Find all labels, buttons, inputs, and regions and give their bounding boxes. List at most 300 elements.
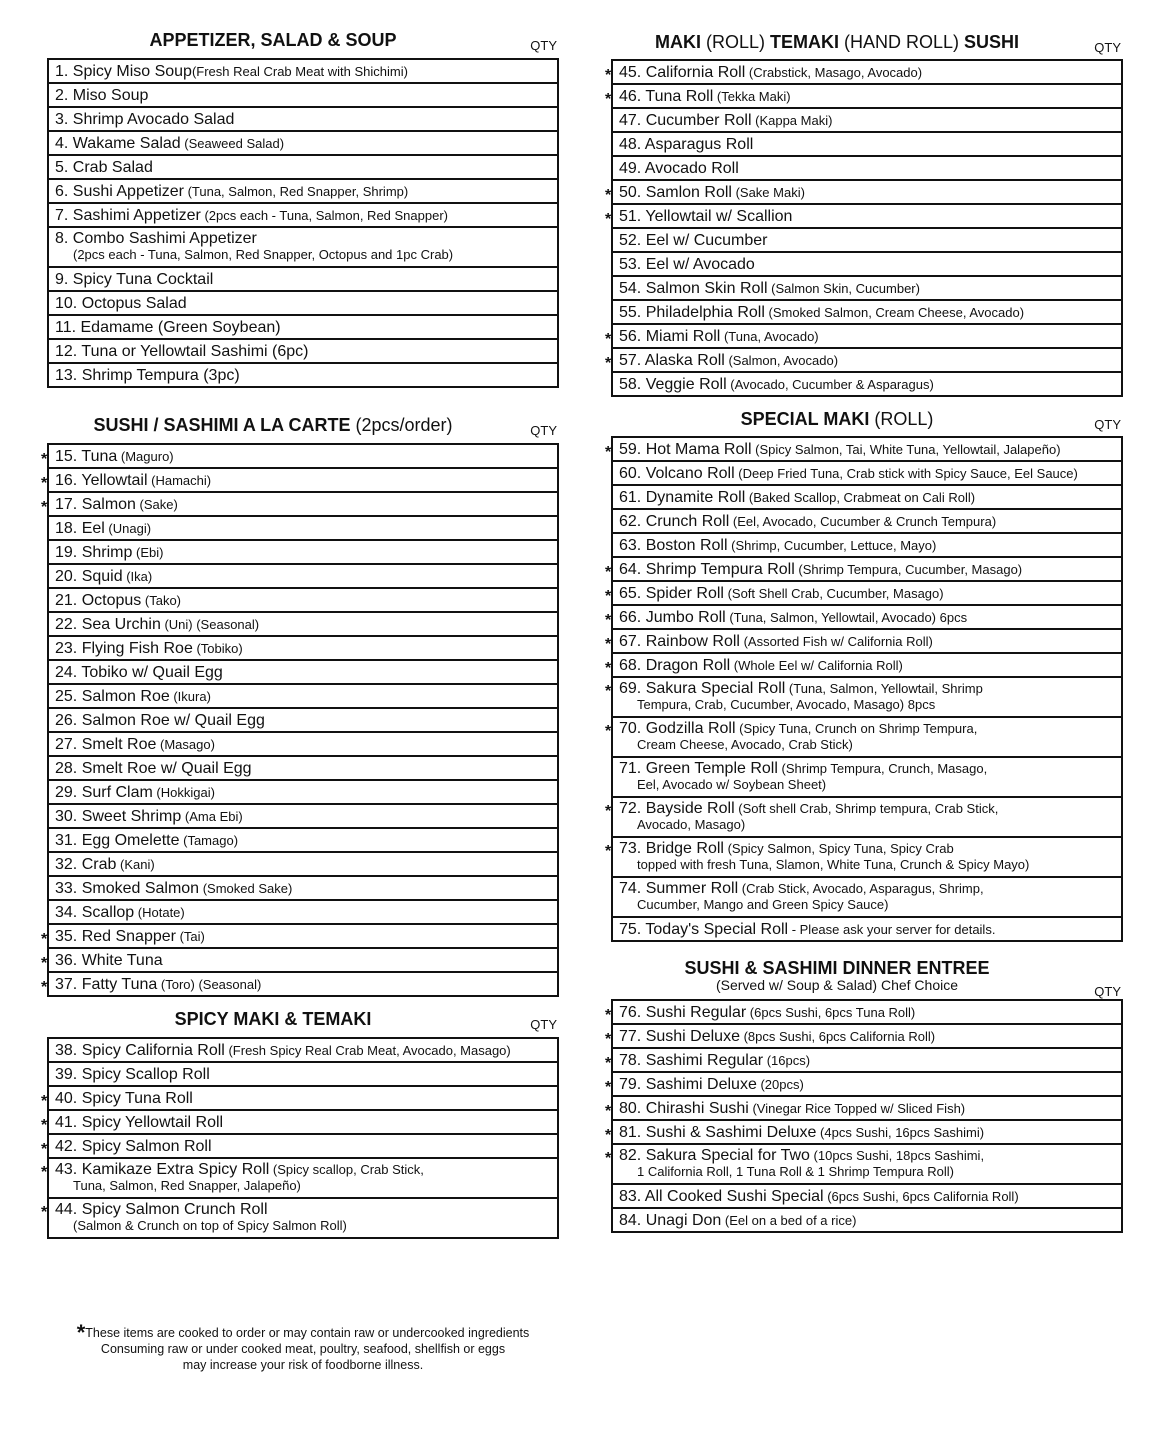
menu-item-name: 44. Spicy Salmon Crunch Roll <box>55 1201 268 1218</box>
menu-item-description: (Shrimp, Cucumber, Lettuce, Mayo) <box>727 537 937 553</box>
menu-item-description: (Tobiko) <box>192 640 243 656</box>
menu-item-description-continued: Eel, Avocado w/ Soybean Sheet) <box>637 777 827 792</box>
menu-item-row <box>612 84 1122 108</box>
qty-label: QTY <box>1094 417 1121 432</box>
menu-item-row <box>48 804 558 828</box>
menu-item-row <box>48 852 558 876</box>
right-column <box>564 32 1124 1233</box>
menu-item-cell <box>41 1198 558 1238</box>
menu-item-cell <box>605 837 1122 877</box>
section-title-main: SUSHI / SASHIMI A LA CARTE <box>93 415 351 435</box>
menu-item-row <box>612 228 1122 252</box>
menu-item-row <box>612 1024 1122 1048</box>
menu-item-row <box>48 756 558 780</box>
raw-warning-asterisk: * <box>41 930 48 948</box>
menu-item-row <box>612 60 1122 84</box>
menu-item-description-continued: Cream Cheese, Avocado, Crab Stick) <box>637 737 853 752</box>
menu-item-name: 61. Dynamite Roll <box>619 488 746 506</box>
menu-item-row <box>612 533 1122 557</box>
menu-item-row <box>48 1062 558 1086</box>
menu-item-row <box>48 468 558 492</box>
section-title <box>591 409 1083 430</box>
menu-item-row <box>612 797 1122 837</box>
menu-item-name: 2. Miso Soup <box>55 86 149 104</box>
menu-item-name: 69. Sakura Special Roll <box>619 680 786 697</box>
menu-item-cell <box>48 636 558 660</box>
left-column <box>0 30 560 1239</box>
maki-table <box>605 59 1123 397</box>
menu-item-cell <box>612 757 1122 797</box>
menu-item-name: 83. All Cooked Sushi Special <box>619 1187 824 1205</box>
raw-warning-asterisk: * <box>605 587 612 605</box>
menu-item-row <box>48 828 558 852</box>
menu-item-name: 40. Spicy Tuna Roll <box>55 1089 193 1107</box>
menu-item-cell <box>48 780 558 804</box>
menu-item-name: 20. Squid <box>55 567 123 585</box>
menu-item-name: 68. Dragon Roll <box>619 656 731 674</box>
menu-item-name: 15. Tuna <box>55 447 118 465</box>
menu-item-name: 4. Wakame Salad <box>55 134 181 152</box>
raw-warning-asterisk: * <box>41 1204 48 1221</box>
menu-item-description: (Smoked Salmon, Cream Cheese, Avocado) <box>764 304 1025 320</box>
raw-warning-asterisk: * <box>41 1092 48 1110</box>
menu-item-description: (Ika) <box>122 568 153 584</box>
menu-item-name: 38. Spicy California Roll <box>55 1041 225 1059</box>
menu-item-row <box>48 107 558 131</box>
menu-item-name: 16. Yellowtail <box>55 471 148 489</box>
menu-item-description: (Uni) (Seasonal) <box>160 616 260 632</box>
menu-item-cell <box>605 557 1122 581</box>
menu-item-row <box>612 300 1122 324</box>
menu-item-description: (Spicy Salmon, Tai, White Tuna, Yellowtail, Jalapeño) <box>751 441 1061 457</box>
menu-item-row <box>48 83 558 107</box>
menu-item-name: 21. Octopus <box>55 591 142 609</box>
menu-item-description: (Tuna, Salmon, Red Snapper, Shrimp) <box>183 183 409 199</box>
menu-item-name: 9. Spicy Tuna Cocktail <box>55 270 214 288</box>
menu-item-row <box>612 1208 1122 1232</box>
menu-item-row <box>612 204 1122 228</box>
menu-item-row <box>612 877 1122 917</box>
menu-item-row <box>612 132 1122 156</box>
menu-item-cell <box>41 444 558 468</box>
menu-item-cell <box>41 1086 558 1110</box>
menu-item-row <box>612 677 1122 717</box>
menu-item-cell <box>605 717 1122 757</box>
menu-item-description: (20pcs) <box>756 1076 804 1092</box>
menu-item-description: (6pcs Sushi, 6pcs California Roll) <box>823 1188 1019 1204</box>
menu-item-cell <box>605 180 1122 204</box>
menu-item-row <box>612 485 1122 509</box>
menu-item-name: 48. Asparagus Roll <box>619 135 754 153</box>
section-title-main: SPECIAL MAKI <box>740 409 870 429</box>
menu-item-description: (Tamago) <box>179 832 239 848</box>
menu-item-name: 63. Boston Roll <box>619 536 728 554</box>
raw-warning-asterisk: * <box>605 1126 612 1144</box>
raw-warning-asterisk: * <box>605 66 612 84</box>
menu-item-row <box>612 461 1122 485</box>
menu-item-name: 70. Godzilla Roll <box>619 720 736 737</box>
menu-item-description: (Kappa Maki) <box>751 112 833 128</box>
menu-item-description: (Crabstick, Masago, Avocado) <box>745 64 923 80</box>
menu-item-row <box>48 588 558 612</box>
menu-item-row <box>612 108 1122 132</box>
raw-warning-asterisk: * <box>605 843 612 860</box>
menu-item-cell <box>48 852 558 876</box>
menu-item-name: 49. Avocado Roll <box>619 159 739 177</box>
menu-item-description: (Whole Eel w/ California Roll) <box>730 657 903 673</box>
menu-item-cell <box>41 1110 558 1134</box>
menu-item-name: 22. Sea Urchin <box>55 615 161 633</box>
menu-item-cell <box>605 1096 1122 1120</box>
raw-warning-asterisk: * <box>41 978 48 996</box>
menu-item-cell <box>48 732 558 756</box>
section-title: APPETIZER, SALAD & SOUP <box>149 30 397 50</box>
raw-warning-asterisk: * <box>605 635 612 653</box>
menu-item-cell <box>48 203 558 227</box>
menu-item-name: 54. Salmon Skin Roll <box>619 279 768 297</box>
menu-item-cell <box>612 533 1122 557</box>
menu-item-cell <box>41 924 558 948</box>
menu-item-name: 29. Surf Clam <box>55 783 153 801</box>
menu-item-name: 52. Eel w/ Cucumber <box>619 231 768 249</box>
menu-item-name: 67. Rainbow Roll <box>619 632 740 650</box>
menu-item-description: (Tuna, Salmon, Yellowtail, Avocado) 6pcs <box>725 609 968 625</box>
footnote-asterisk: * <box>76 1320 86 1345</box>
menu-item-cell <box>612 877 1122 917</box>
menu-item-row <box>612 717 1122 757</box>
qty-label: QTY <box>530 38 557 53</box>
menu-item-row <box>48 972 558 996</box>
menu-item-cell <box>48 131 558 155</box>
menu-item-cell <box>48 339 558 363</box>
menu-item-row <box>48 876 558 900</box>
footnote-line-1: These items are cooked to order or may contain raw or undercooked ingredients <box>85 1326 530 1340</box>
menu-item-cell <box>48 315 558 339</box>
menu-item-row <box>612 653 1122 677</box>
raw-warning-asterisk: * <box>605 443 612 461</box>
menu-item-row <box>612 1000 1122 1024</box>
menu-item-description: (Avocado, Cucumber & Asparagus) <box>726 376 934 392</box>
menu-item-description-continued: Tuna, Salmon, Red Snapper, Jalapeño) <box>73 1178 301 1193</box>
menu-item-row <box>48 780 558 804</box>
menu-item-cell <box>41 948 558 972</box>
menu-item-description-continued: topped with fresh Tuna, Slamon, White Tuna, Crunch & Spicy Mayo) <box>637 857 1030 872</box>
menu-item-description-continued: Cucumber, Mango and Green Spicy Sauce) <box>637 897 889 912</box>
menu-item-row <box>612 372 1122 396</box>
spicy-maki-table <box>41 1037 559 1239</box>
section-title-suffix: (2pcs/order) <box>350 415 453 435</box>
menu-item-description: - Please ask your server for details. <box>788 921 996 937</box>
footnote-line-3: may increase your risk of foodborne illness. <box>182 1358 424 1372</box>
menu-item-name: 42. Spicy Salmon Roll <box>55 1137 212 1155</box>
menu-item-description: (Fresh Real Crab Meat with Shichimi) <box>191 63 408 79</box>
raw-warning-asterisk: * <box>605 210 612 228</box>
footnote-line-2: Consuming raw or under cooked meat, poultry, seafood, shellfish or eggs <box>100 1342 506 1356</box>
menu-item-description: (Sake Maki) <box>731 184 805 200</box>
menu-item-description: (Sake) <box>135 496 178 512</box>
special-maki-table <box>605 436 1123 942</box>
section-title <box>27 415 519 436</box>
menu-item-row <box>48 363 558 387</box>
menu-item-description: (6pcs Sushi, 6pcs Tuna Roll) <box>746 1004 916 1020</box>
menu-item-name: 3. Shrimp Avocado Salad <box>55 110 235 128</box>
menu-item-name: 66. Jumbo Roll <box>619 608 726 626</box>
menu-item-cell <box>48 83 558 107</box>
menu-item-name: 47. Cucumber Roll <box>619 111 752 129</box>
menu-item-name: 39. Spicy Scallop Roll <box>55 1065 210 1083</box>
maki-section-header <box>611 32 1123 54</box>
raw-warning-asterisk: * <box>605 1102 612 1120</box>
menu-item-description: (Spicy Salmon, Spicy Tuna, Spicy Crab <box>723 841 954 856</box>
raw-warning-asterisk: * <box>605 1078 612 1096</box>
menu-item-name: 51. Yellowtail w/ Scallion <box>619 207 793 225</box>
title-maki: MAKI <box>654 32 701 52</box>
menu-item-cell <box>612 917 1122 941</box>
menu-item-name: 82. Sakura Special for Two <box>619 1147 810 1164</box>
menu-item-name: 73. Bridge Roll <box>619 840 724 857</box>
menu-item-cell <box>605 1048 1122 1072</box>
raw-warning-asterisk: * <box>41 474 48 492</box>
menu-item-row <box>612 324 1122 348</box>
menu-item-cell <box>48 363 558 387</box>
menu-item-cell <box>612 276 1122 300</box>
menu-item-cell <box>612 1208 1122 1232</box>
menu-item-row <box>48 227 558 267</box>
menu-item-row <box>48 900 558 924</box>
menu-item-name: 11. Edamame (Green Soybean) <box>55 318 281 336</box>
menu-item-row <box>48 564 558 588</box>
menu-item-cell <box>605 677 1122 717</box>
menu-item-row <box>48 1134 558 1158</box>
menu-item-name: 72. Bayside Roll <box>619 800 735 817</box>
menu-item-name: 7. Sashimi Appetizer <box>55 206 201 224</box>
menu-item-cell <box>41 1158 558 1198</box>
title-temaki: TEMAKI <box>769 32 839 52</box>
menu-item-name: 1. Spicy Miso Soup <box>55 62 192 80</box>
menu-item-row <box>612 276 1122 300</box>
appetizer-table <box>47 58 559 388</box>
menu-item-cell <box>48 107 558 131</box>
menu-item-description: (Tako) <box>141 592 182 608</box>
raw-warning-asterisk: * <box>41 450 48 468</box>
menu-item-name: 37. Fatty Tuna <box>55 975 158 993</box>
menu-item-cell <box>612 485 1122 509</box>
menu-item-cell <box>48 876 558 900</box>
menu-item-cell <box>48 612 558 636</box>
menu-item-row <box>612 1048 1122 1072</box>
menu-item-description: (Tekka Maki) <box>713 88 791 104</box>
menu-item-description: (Toro) (Seasonal) <box>157 976 262 992</box>
menu-item-name: 17. Salmon <box>55 495 136 513</box>
sushi-carte-table <box>41 443 559 997</box>
menu-item-description: (Ebi) <box>132 544 164 560</box>
menu-item-name: 53. Eel w/ Avocado <box>619 255 755 273</box>
menu-item-description: (16pcs) <box>763 1052 811 1068</box>
menu-item-row <box>612 156 1122 180</box>
menu-item-name: 13. Shrimp Tempura (3pc) <box>55 366 240 384</box>
menu-item-row <box>612 605 1122 629</box>
menu-item-cell <box>605 60 1122 84</box>
menu-item-cell <box>612 252 1122 276</box>
menu-item-name: 60. Volcano Roll <box>619 464 735 482</box>
menu-item-row <box>48 924 558 948</box>
menu-item-name: 8. Combo Sashimi Appetizer <box>55 230 257 247</box>
menu-item-row <box>48 708 558 732</box>
menu-item-name: 62. Crunch Roll <box>619 512 730 530</box>
title-sushi: SUSHI <box>964 32 1020 52</box>
raw-warning-asterisk: * <box>605 1150 612 1167</box>
menu-item-cell <box>612 1184 1122 1208</box>
menu-item-description: (Soft shell Crab, Shrimp tempura, Crab Stick, <box>734 801 999 816</box>
menu-item-row <box>48 660 558 684</box>
menu-item-name: 75. Today's Special Roll <box>619 920 789 938</box>
menu-item-name: 25. Salmon Roe <box>55 687 170 705</box>
menu-item-description: (Tuna, Salmon, Yellowtail, Shrimp <box>785 681 983 696</box>
raw-warning-asterisk: * <box>41 498 48 516</box>
menu-item-name: 28. Smelt Roe w/ Quail Egg <box>55 759 252 777</box>
menu-item-description: (Vinegar Rice Topped w/ Sliced Fish) <box>748 1100 966 1116</box>
menu-item-row <box>48 203 558 227</box>
menu-item-row <box>612 180 1122 204</box>
menu-item-description-continued: Tempura, Crab, Cucumber, Avocado, Masago) 8pcs <box>637 697 936 712</box>
menu-item-name: 78. Sashimi Regular <box>619 1051 764 1069</box>
menu-item-description: (Tai) <box>175 928 205 944</box>
menu-item-cell <box>605 629 1122 653</box>
menu-item-row <box>48 636 558 660</box>
raw-warning-asterisk: * <box>605 90 612 108</box>
menu-item-name: 36. White Tuna <box>55 951 163 969</box>
menu-item-cell <box>605 1144 1122 1184</box>
menu-item-cell <box>605 1072 1122 1096</box>
menu-item-name: 81. Sushi & Sashimi Deluxe <box>619 1123 817 1141</box>
menu-item-description-continued: Avocado, Masago) <box>637 817 746 832</box>
menu-item-row <box>612 1120 1122 1144</box>
menu-item-cell <box>605 437 1122 461</box>
menu-item-name: 31. Egg Omelette <box>55 831 180 849</box>
menu-item-description: (10pcs Sushi, 18pcs Sashimi, <box>809 1148 985 1163</box>
raw-warning-asterisk: * <box>605 330 612 348</box>
raw-warning-asterisk: * <box>41 1164 48 1181</box>
menu-item-name: 50. Samlon Roll <box>619 183 732 201</box>
qty-label: QTY <box>530 423 557 438</box>
menu-item-description: (Eel, Avocado, Cucumber & Crunch Tempura) <box>729 513 997 529</box>
menu-item-row <box>612 437 1122 461</box>
raw-warning-asterisk: * <box>605 1054 612 1072</box>
menu-item-cell <box>605 605 1122 629</box>
menu-item-name: 59. Hot Mama Roll <box>619 440 752 458</box>
menu-item-name: 35. Red Snapper <box>55 927 176 945</box>
menu-item-name: 58. Veggie Roll <box>619 375 727 393</box>
menu-item-description-continued: 1 California Roll, 1 Tuna Roll & 1 Shrimp Tempura Roll) <box>637 1164 954 1179</box>
section-title: SUSHI & SASHIMI DINNER ENTREE <box>684 958 990 978</box>
menu-item-name: 65. Spider Roll <box>619 584 724 602</box>
menu-item-name: 77. Sushi Deluxe <box>619 1027 740 1045</box>
menu-item-description: (Crab Stick, Avocado, Asparagus, Shrimp, <box>738 881 984 896</box>
appetizer-section-header <box>47 30 559 52</box>
raw-warning-asterisk: * <box>41 954 48 972</box>
menu-item-name: 32. Crab <box>55 855 117 873</box>
menu-item-row <box>612 1144 1122 1184</box>
menu-item-name: 23. Flying Fish Roe <box>55 639 193 657</box>
menu-item-row <box>48 291 558 315</box>
menu-item-cell <box>612 156 1122 180</box>
qty-label: QTY <box>1094 984 1121 999</box>
menu-item-description: (Ama Ebi) <box>181 808 243 824</box>
menu-item-row <box>48 131 558 155</box>
menu-item-name: 55. Philadelphia Roll <box>619 303 765 321</box>
menu-item-row <box>48 1110 558 1134</box>
menu-item-row <box>48 59 558 83</box>
menu-item-name: 41. Spicy Yellowtail Roll <box>55 1113 224 1131</box>
menu-item-name: 46. Tuna Roll <box>619 87 714 105</box>
menu-item-row <box>612 837 1122 877</box>
menu-item-name: 43. Kamikaze Extra Spicy Roll <box>55 1161 270 1178</box>
menu-item-cell <box>605 653 1122 677</box>
menu-item-description: (Shrimp Tempura, Crunch, Masago, <box>777 761 988 776</box>
raw-food-footnote <box>48 1320 558 1373</box>
menu-item-cell <box>41 492 558 516</box>
menu-item-description: (Spicy scallop, Crab Stick, <box>269 1162 424 1177</box>
menu-item-name: 71. Green Temple Roll <box>619 760 778 777</box>
menu-item-name: 12. Tuna or Yellowtail Sashimi (6pc) <box>55 342 309 360</box>
raw-warning-asterisk: * <box>605 611 612 629</box>
section-subtitle: (Served w/ Soup & Salad) Chef Choice <box>715 977 958 993</box>
menu-item-cell <box>48 155 558 179</box>
raw-warning-asterisk: * <box>605 723 612 740</box>
raw-warning-asterisk: * <box>605 186 612 204</box>
menu-item-row <box>612 629 1122 653</box>
raw-warning-asterisk: * <box>605 803 612 820</box>
section-title: SPICY MAKI & TEMAKI <box>174 1009 372 1029</box>
menu-item-cell <box>612 300 1122 324</box>
menu-item-row <box>48 444 558 468</box>
menu-item-description: (Deep Fried Tuna, Crab stick with Spicy Sauce, Eel Sauce) <box>734 465 1078 481</box>
menu-item-row <box>48 492 558 516</box>
menu-item-description: (Tuna, Avocado) <box>720 328 819 344</box>
menu-item-cell <box>612 461 1122 485</box>
raw-warning-asterisk: * <box>41 1140 48 1158</box>
title-hand-roll: (HAND ROLL) <box>838 32 964 52</box>
menu-item-description: (Soft Shell Crab, Cucumber, Masago) <box>723 585 944 601</box>
menu-item-cell <box>48 708 558 732</box>
menu-item-cell <box>605 324 1122 348</box>
menu-item-row <box>48 516 558 540</box>
spicy-maki-section-header <box>47 1009 559 1031</box>
menu-item-name: 84. Unagi Don <box>619 1211 722 1229</box>
menu-item-row <box>48 267 558 291</box>
menu-item-row <box>48 179 558 203</box>
menu-item-name: 80. Chirashi Sushi <box>619 1099 749 1117</box>
menu-item-name: 33. Smoked Salmon <box>55 879 200 897</box>
menu-item-description: (Baked Scallop, Crabmeat on Cali Roll) <box>745 489 976 505</box>
menu-item-cell <box>48 828 558 852</box>
menu-item-name: 6. Sushi Appetizer <box>55 182 184 200</box>
menu-item-row <box>48 732 558 756</box>
menu-item-name: 27. Smelt Roe <box>55 735 157 753</box>
raw-warning-asterisk: * <box>41 1116 48 1134</box>
menu-item-description: (Hokkigai) <box>152 784 215 800</box>
menu-item-cell <box>612 228 1122 252</box>
section-title-suffix: (ROLL) <box>869 409 934 429</box>
menu-item-name: 26. Salmon Roe w/ Quail Egg <box>55 711 265 729</box>
menu-item-description: (Masago) <box>156 736 215 752</box>
menu-item-description-continued: (2pcs each - Tuna, Salmon, Red Snapper, Octopus and 1pc Crab) <box>73 247 454 262</box>
menu-item-name: 45. California Roll <box>619 63 746 81</box>
menu-item-cell <box>41 972 558 996</box>
menu-item-row <box>612 1184 1122 1208</box>
menu-item-description: (Eel on a bed of a rice) <box>721 1212 857 1228</box>
menu-item-row <box>48 684 558 708</box>
